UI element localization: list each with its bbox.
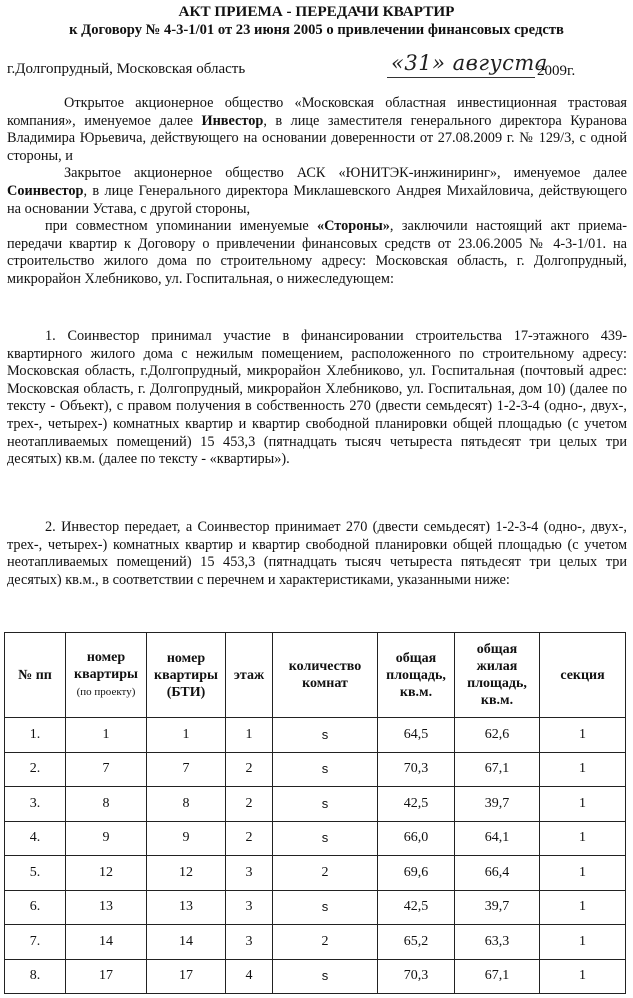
bti-num-cell: 12 [147,856,226,891]
bti-num-cell: 1 [147,718,226,753]
living-area-cell: 62,6 [455,718,540,753]
living-area-cell: 67,1 [455,959,540,994]
parties-term: «Стороны» [317,218,390,235]
row-num-cell: 5. [5,856,66,891]
living-area-cell: 66,4 [455,856,540,891]
header-rooms: количество комнат [273,633,378,718]
clause-2: 2. Инвестор передает, а Соинвестор принимает 270 (двести семьдесят) 1-2-3-4 (одно-, двух-, трех-, четырех-) комнатных квартир и квартир свободной планировки общей площадью (с учетом неотапливаемых помещений) 15 453,3 (пятнадцать тысяч четыреста пятьдесят три целых три десятых) кв.м., в соответствии с перечнем и характеристиками, указанными ниже: [7,519,627,588]
bti-num-cell: 13 [147,890,226,925]
table-row [5,959,626,994]
floor-cell: 3 [226,925,273,960]
total-area-cell: 42,5 [378,787,455,822]
table-row [5,821,626,856]
date-underline [387,77,535,78]
rooms-cell: s [273,752,378,787]
total-area-cell: 69,6 [378,856,455,891]
bti-num-cell: 14 [147,925,226,960]
bti-num-cell: 8 [147,787,226,822]
project-num-cell: 7 [66,752,147,787]
rooms-cell: 2 [273,856,378,891]
table-row [5,752,626,787]
project-num-cell: 8 [66,787,147,822]
coinvestor-term: Соинвестор [7,182,84,199]
living-area-cell: 63,3 [455,925,540,960]
table-row [5,856,626,891]
total-area-cell: 42,5 [378,890,455,925]
total-area-cell: 70,3 [378,752,455,787]
header-project-num: номер квартиры (по проекту) [66,633,147,718]
header-bti-num: номер квартиры (БТИ) [147,633,226,718]
table-body [5,718,626,994]
rooms-cell: s [273,787,378,822]
section-cell: 1 [540,752,626,787]
rooms-cell: 2 [273,925,378,960]
section-cell: 1 [540,925,626,960]
section-cell: 1 [540,787,626,822]
project-num-cell: 12 [66,856,147,891]
row-num-cell: 8. [5,959,66,994]
row-num-cell: 4. [5,821,66,856]
rooms-cell: s [273,718,378,753]
total-area-cell: 70,3 [378,959,455,994]
section-cell: 1 [540,856,626,891]
rooms-cell: s [273,890,378,925]
floor-cell: 2 [226,787,273,822]
floor-cell: 3 [226,856,273,891]
row-num-cell: 7. [5,925,66,960]
intro-paragraph-investor: Открытое акционерное общество «Московская областная инвестиционная трастовая компания», именуемое далее Инвестор, в лице заместителя генерального директора Куранова Владимира Юрьевича, действующего на основании доверенности от 27.08.2009 г. № 129/3, с одной стороны, и [7,95,627,164]
header-project-note: (по проекту) [76,686,136,698]
handwritten-date: «31» августа [391,51,548,75]
section-cell: 1 [540,821,626,856]
bti-num-cell: 7 [147,752,226,787]
clause-1: 1. Соинвестор принимал участие в финансировании строительства 17-этажного 439-квартирного жилого дома с нежилым помещением, расположенного по строительному адресу: Московская область, г.Долгопрудный, микрорайон Хлебниково, ул. Госпитальная (почтовый адрес: Московская область, г. Долгопрудный, микрорайон Хлебниково, ул. Госпитальная, дом 10) (далее по тексту - Объект), с правом получения в собственность 270 (двести семьдесят) 1-2-3-4 (одно-, двух-, трех-, четырех-) комнатных квартир и квартир свободной планировки общей площадью (с учетом неотапливаемых помещений) 15 453,3 (пятнадцать тысяч четыреста пятьдесят три целых три десятых) кв.м. (далее по тексту - «квартиры»). [7,328,627,468]
floor-cell: 1 [226,718,273,753]
living-area-cell: 39,7 [455,787,540,822]
header-total-area: общая площадь, кв.м. [378,633,455,718]
project-num-cell: 17 [66,959,147,994]
document-subtitle: к Договору № 4-3-1/01 от 23 июня 2005 о привлечении финансовых средств [69,22,564,38]
floor-cell: 4 [226,959,273,994]
bti-num-cell: 9 [147,821,226,856]
total-area-cell: 66,0 [378,821,455,856]
table-row [5,925,626,960]
section-cell: 1 [540,959,626,994]
project-num-cell: 9 [66,821,147,856]
place-of-signing: г.Долгопрудный, Московская область [7,61,246,77]
row-num-cell: 3. [5,787,66,822]
row-num-cell: 6. [5,890,66,925]
section-cell: 1 [540,718,626,753]
date-year: 2009г. [537,63,576,79]
rooms-cell: s [273,821,378,856]
bti-num-cell: 17 [147,959,226,994]
section-cell: 1 [540,890,626,925]
header-num: № пп [5,633,66,718]
header-section: секция [540,633,626,718]
row-num-cell: 1. [5,718,66,753]
header-floor: этаж [226,633,273,718]
header-living-area: общая жилая площадь, кв.м. [455,633,540,718]
table-header-row [5,633,626,718]
intro-paragraph-coinvestor: Закрытое акционерное общество АСК «ЮНИТЭК-инжиниринг», именуемое далее Соинвестор, в лице Генерального директора Миклашевского Андрея Михайловича, действующего на основании Устава, с другой стороны, [7,165,627,217]
project-num-cell: 14 [66,925,147,960]
total-area-cell: 64,5 [378,718,455,753]
rooms-cell: s [273,959,378,994]
table-row [5,890,626,925]
floor-cell: 2 [226,752,273,787]
floor-cell: 3 [226,890,273,925]
living-area-cell: 67,1 [455,752,540,787]
row-num-cell: 2. [5,752,66,787]
intro-paragraph-parties: при совместном упоминании именуемые «Стороны», заключили настоящий акт приема-передачи квартир к Договору о привлечении финансовых средств от 23.06.2005 № 4-3-1/01. на строительство жилого дома по строительному адресу: Московская область, г. Долгопрудный, микрорайон Хлебниково, ул. Госпитальная, о нижеследующем: [7,218,627,287]
total-area-cell: 65,2 [378,925,455,960]
living-area-cell: 39,7 [455,890,540,925]
investor-term: Инвестор [201,112,264,129]
document-title: АКТ ПРИЕМА - ПЕРЕДАЧИ КВАРТИР [178,3,455,20]
signing-date [385,51,625,87]
project-num-cell: 13 [66,890,147,925]
living-area-cell: 64,1 [455,821,540,856]
apartments-table [4,632,626,994]
floor-cell: 2 [226,821,273,856]
table-row [5,718,626,753]
table-row [5,787,626,822]
project-num-cell: 1 [66,718,147,753]
intro-section [7,95,627,289]
